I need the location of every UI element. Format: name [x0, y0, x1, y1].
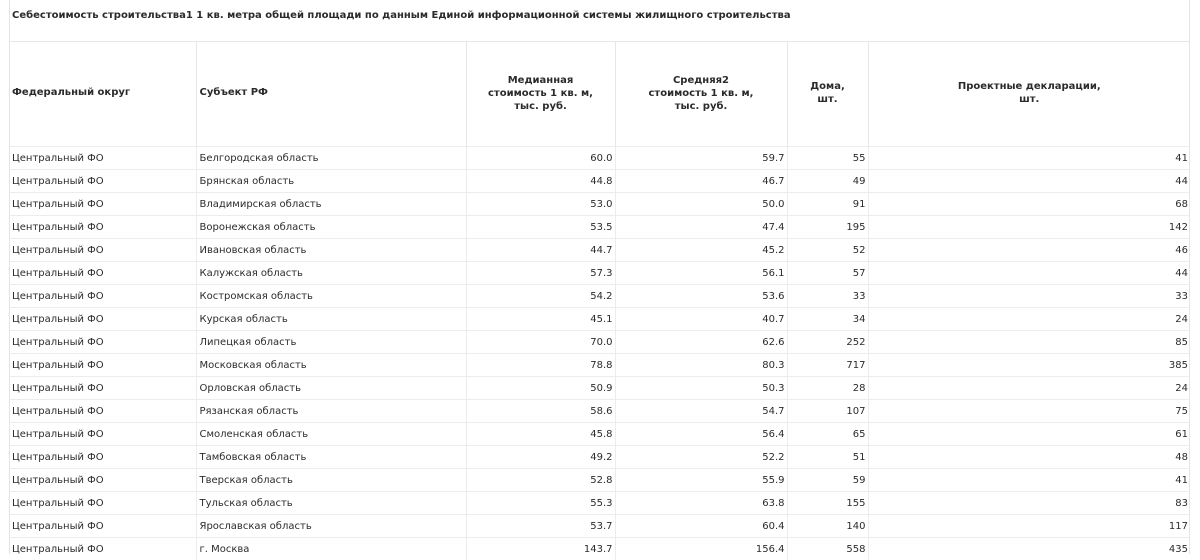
cell-median-cost: 44.7 [466, 239, 615, 262]
cell-average-cost: 54.7 [615, 400, 787, 423]
cell-houses: 57 [787, 262, 868, 285]
cell-subject: Владимирская область [196, 193, 466, 216]
cell-median-cost: 58.6 [466, 400, 615, 423]
cell-district: Центральный ФО [9, 285, 196, 308]
cell-average-cost: 60.4 [615, 515, 787, 538]
cell-district: Центральный ФО [9, 423, 196, 446]
cell-median-cost: 45.1 [466, 308, 615, 331]
table-row[interactable] [9, 308, 1190, 331]
cell-declarations: 44 [868, 262, 1190, 285]
cell-houses: 65 [787, 423, 868, 446]
cell-houses: 140 [787, 515, 868, 538]
cell-subject: Калужская область [196, 262, 466, 285]
table-row[interactable] [9, 469, 1190, 492]
cell-declarations: 85 [868, 331, 1190, 354]
cell-houses: 52 [787, 239, 868, 262]
cell-district: Центральный ФО [9, 193, 196, 216]
cell-declarations: 83 [868, 492, 1190, 515]
cell-subject: Рязанская область [196, 400, 466, 423]
cell-median-cost: 52.8 [466, 469, 615, 492]
cell-houses: 155 [787, 492, 868, 515]
table-row[interactable] [9, 377, 1190, 400]
table-row[interactable] [9, 239, 1190, 262]
cell-declarations: 435 [868, 538, 1190, 560]
cell-average-cost: 52.2 [615, 446, 787, 469]
cell-subject: Тамбовская область [196, 446, 466, 469]
cell-median-cost: 53.0 [466, 193, 615, 216]
cell-district: Центральный ФО [9, 446, 196, 469]
cell-declarations: 24 [868, 308, 1190, 331]
cell-district: Центральный ФО [9, 377, 196, 400]
cell-median-cost: 45.8 [466, 423, 615, 446]
cell-district: Центральный ФО [9, 400, 196, 423]
cell-district: Центральный ФО [9, 262, 196, 285]
cell-declarations: 46 [868, 239, 1190, 262]
cell-median-cost: 60.0 [466, 147, 615, 170]
cell-houses: 51 [787, 446, 868, 469]
report-title: Себестоимость строительства1 1 кв. метра общей площади по данным Единой информационной системы жилищного строительства [12, 10, 791, 21]
cell-median-cost: 57.3 [466, 262, 615, 285]
cell-houses: 91 [787, 193, 868, 216]
table-row[interactable] [9, 538, 1190, 560]
cell-district: Центральный ФО [9, 147, 196, 170]
cell-declarations: 142 [868, 216, 1190, 239]
cell-median-cost: 44.8 [466, 170, 615, 193]
cell-district: Центральный ФО [9, 331, 196, 354]
cell-declarations: 33 [868, 285, 1190, 308]
cell-houses: 33 [787, 285, 868, 308]
col-header-declarations[interactable]: Проектные декларации, шт. [868, 42, 1190, 147]
cell-average-cost: 59.7 [615, 147, 787, 170]
cell-declarations: 44 [868, 170, 1190, 193]
cell-declarations: 61 [868, 423, 1190, 446]
cell-declarations: 75 [868, 400, 1190, 423]
table-row[interactable] [9, 262, 1190, 285]
cell-subject: Орловская область [196, 377, 466, 400]
table-header-row [9, 42, 1190, 147]
col-header-average[interactable]: Средняя2 стоимость 1 кв. м, тыс. руб. [615, 42, 787, 147]
table-row[interactable] [9, 285, 1190, 308]
table-row[interactable] [9, 446, 1190, 469]
cell-declarations: 68 [868, 193, 1190, 216]
cell-median-cost: 70.0 [466, 331, 615, 354]
col-header-median[interactable]: Медианная стоимость 1 кв. м, тыс. руб. [466, 42, 615, 147]
cell-average-cost: 50.0 [615, 193, 787, 216]
cell-average-cost: 40.7 [615, 308, 787, 331]
cell-houses: 34 [787, 308, 868, 331]
cell-median-cost: 143.7 [466, 538, 615, 560]
cell-district: Центральный ФО [9, 239, 196, 262]
cell-declarations: 24 [868, 377, 1190, 400]
cell-average-cost: 46.7 [615, 170, 787, 193]
cell-houses: 28 [787, 377, 868, 400]
cell-average-cost: 55.9 [615, 469, 787, 492]
cell-houses: 107 [787, 400, 868, 423]
cell-houses: 195 [787, 216, 868, 239]
cell-subject: Тверская область [196, 469, 466, 492]
cell-subject: Воронежская область [196, 216, 466, 239]
table-row[interactable] [9, 193, 1190, 216]
table-row[interactable] [9, 515, 1190, 538]
cell-houses: 717 [787, 354, 868, 377]
cell-declarations: 48 [868, 446, 1190, 469]
cell-average-cost: 80.3 [615, 354, 787, 377]
cell-houses: 252 [787, 331, 868, 354]
cell-district: Центральный ФО [9, 469, 196, 492]
cell-average-cost: 56.4 [615, 423, 787, 446]
cell-subject: Брянская область [196, 170, 466, 193]
cell-average-cost: 62.6 [615, 331, 787, 354]
cell-district: Центральный ФО [9, 216, 196, 239]
cell-subject: г. Москва [196, 538, 466, 560]
cell-average-cost: 45.2 [615, 239, 787, 262]
cell-average-cost: 50.3 [615, 377, 787, 400]
col-header-district[interactable]: Федеральный округ [9, 42, 196, 147]
cell-subject: Смоленская область [196, 423, 466, 446]
cell-median-cost: 53.5 [466, 216, 615, 239]
cell-subject: Ивановская область [196, 239, 466, 262]
cell-average-cost: 156.4 [615, 538, 787, 560]
cell-declarations: 41 [868, 147, 1190, 170]
cell-district: Центральный ФО [9, 538, 196, 560]
cell-subject: Костромская область [196, 285, 466, 308]
cell-houses: 55 [787, 147, 868, 170]
cell-district: Центральный ФО [9, 170, 196, 193]
table-row[interactable] [9, 400, 1190, 423]
cell-average-cost: 47.4 [615, 216, 787, 239]
cell-median-cost: 49.2 [466, 446, 615, 469]
table-row[interactable] [9, 423, 1190, 446]
cell-declarations: 117 [868, 515, 1190, 538]
cell-houses: 59 [787, 469, 868, 492]
cell-average-cost: 53.6 [615, 285, 787, 308]
cell-average-cost: 56.1 [615, 262, 787, 285]
cell-subject: Белгородская область [196, 147, 466, 170]
cell-median-cost: 55.3 [466, 492, 615, 515]
cell-median-cost: 78.8 [466, 354, 615, 377]
col-header-houses[interactable]: Дома, шт. [787, 42, 868, 147]
cost-table [9, 42, 1190, 560]
cell-declarations: 385 [868, 354, 1190, 377]
cell-houses: 49 [787, 170, 868, 193]
cell-median-cost: 50.9 [466, 377, 615, 400]
table-row[interactable] [9, 331, 1190, 354]
cell-subject: Московская область [196, 354, 466, 377]
table-row[interactable] [9, 170, 1190, 193]
table-body [9, 147, 1190, 560]
cell-district: Центральный ФО [9, 308, 196, 331]
cell-subject: Ярославская область [196, 515, 466, 538]
cell-subject: Тульская область [196, 492, 466, 515]
cell-average-cost: 63.8 [615, 492, 787, 515]
table-row[interactable] [9, 147, 1190, 170]
col-header-subject[interactable]: Субъект РФ [196, 42, 466, 147]
table-row[interactable] [9, 492, 1190, 515]
cell-district: Центральный ФО [9, 515, 196, 538]
cell-median-cost: 53.7 [466, 515, 615, 538]
cell-district: Центральный ФО [9, 492, 196, 515]
table-row[interactable] [9, 354, 1190, 377]
cell-district: Центральный ФО [9, 354, 196, 377]
cell-subject: Курская область [196, 308, 466, 331]
cell-subject: Липецкая область [196, 331, 466, 354]
table-row[interactable] [9, 216, 1190, 239]
cell-median-cost: 54.2 [466, 285, 615, 308]
cell-houses: 558 [787, 538, 868, 560]
cell-declarations: 41 [868, 469, 1190, 492]
